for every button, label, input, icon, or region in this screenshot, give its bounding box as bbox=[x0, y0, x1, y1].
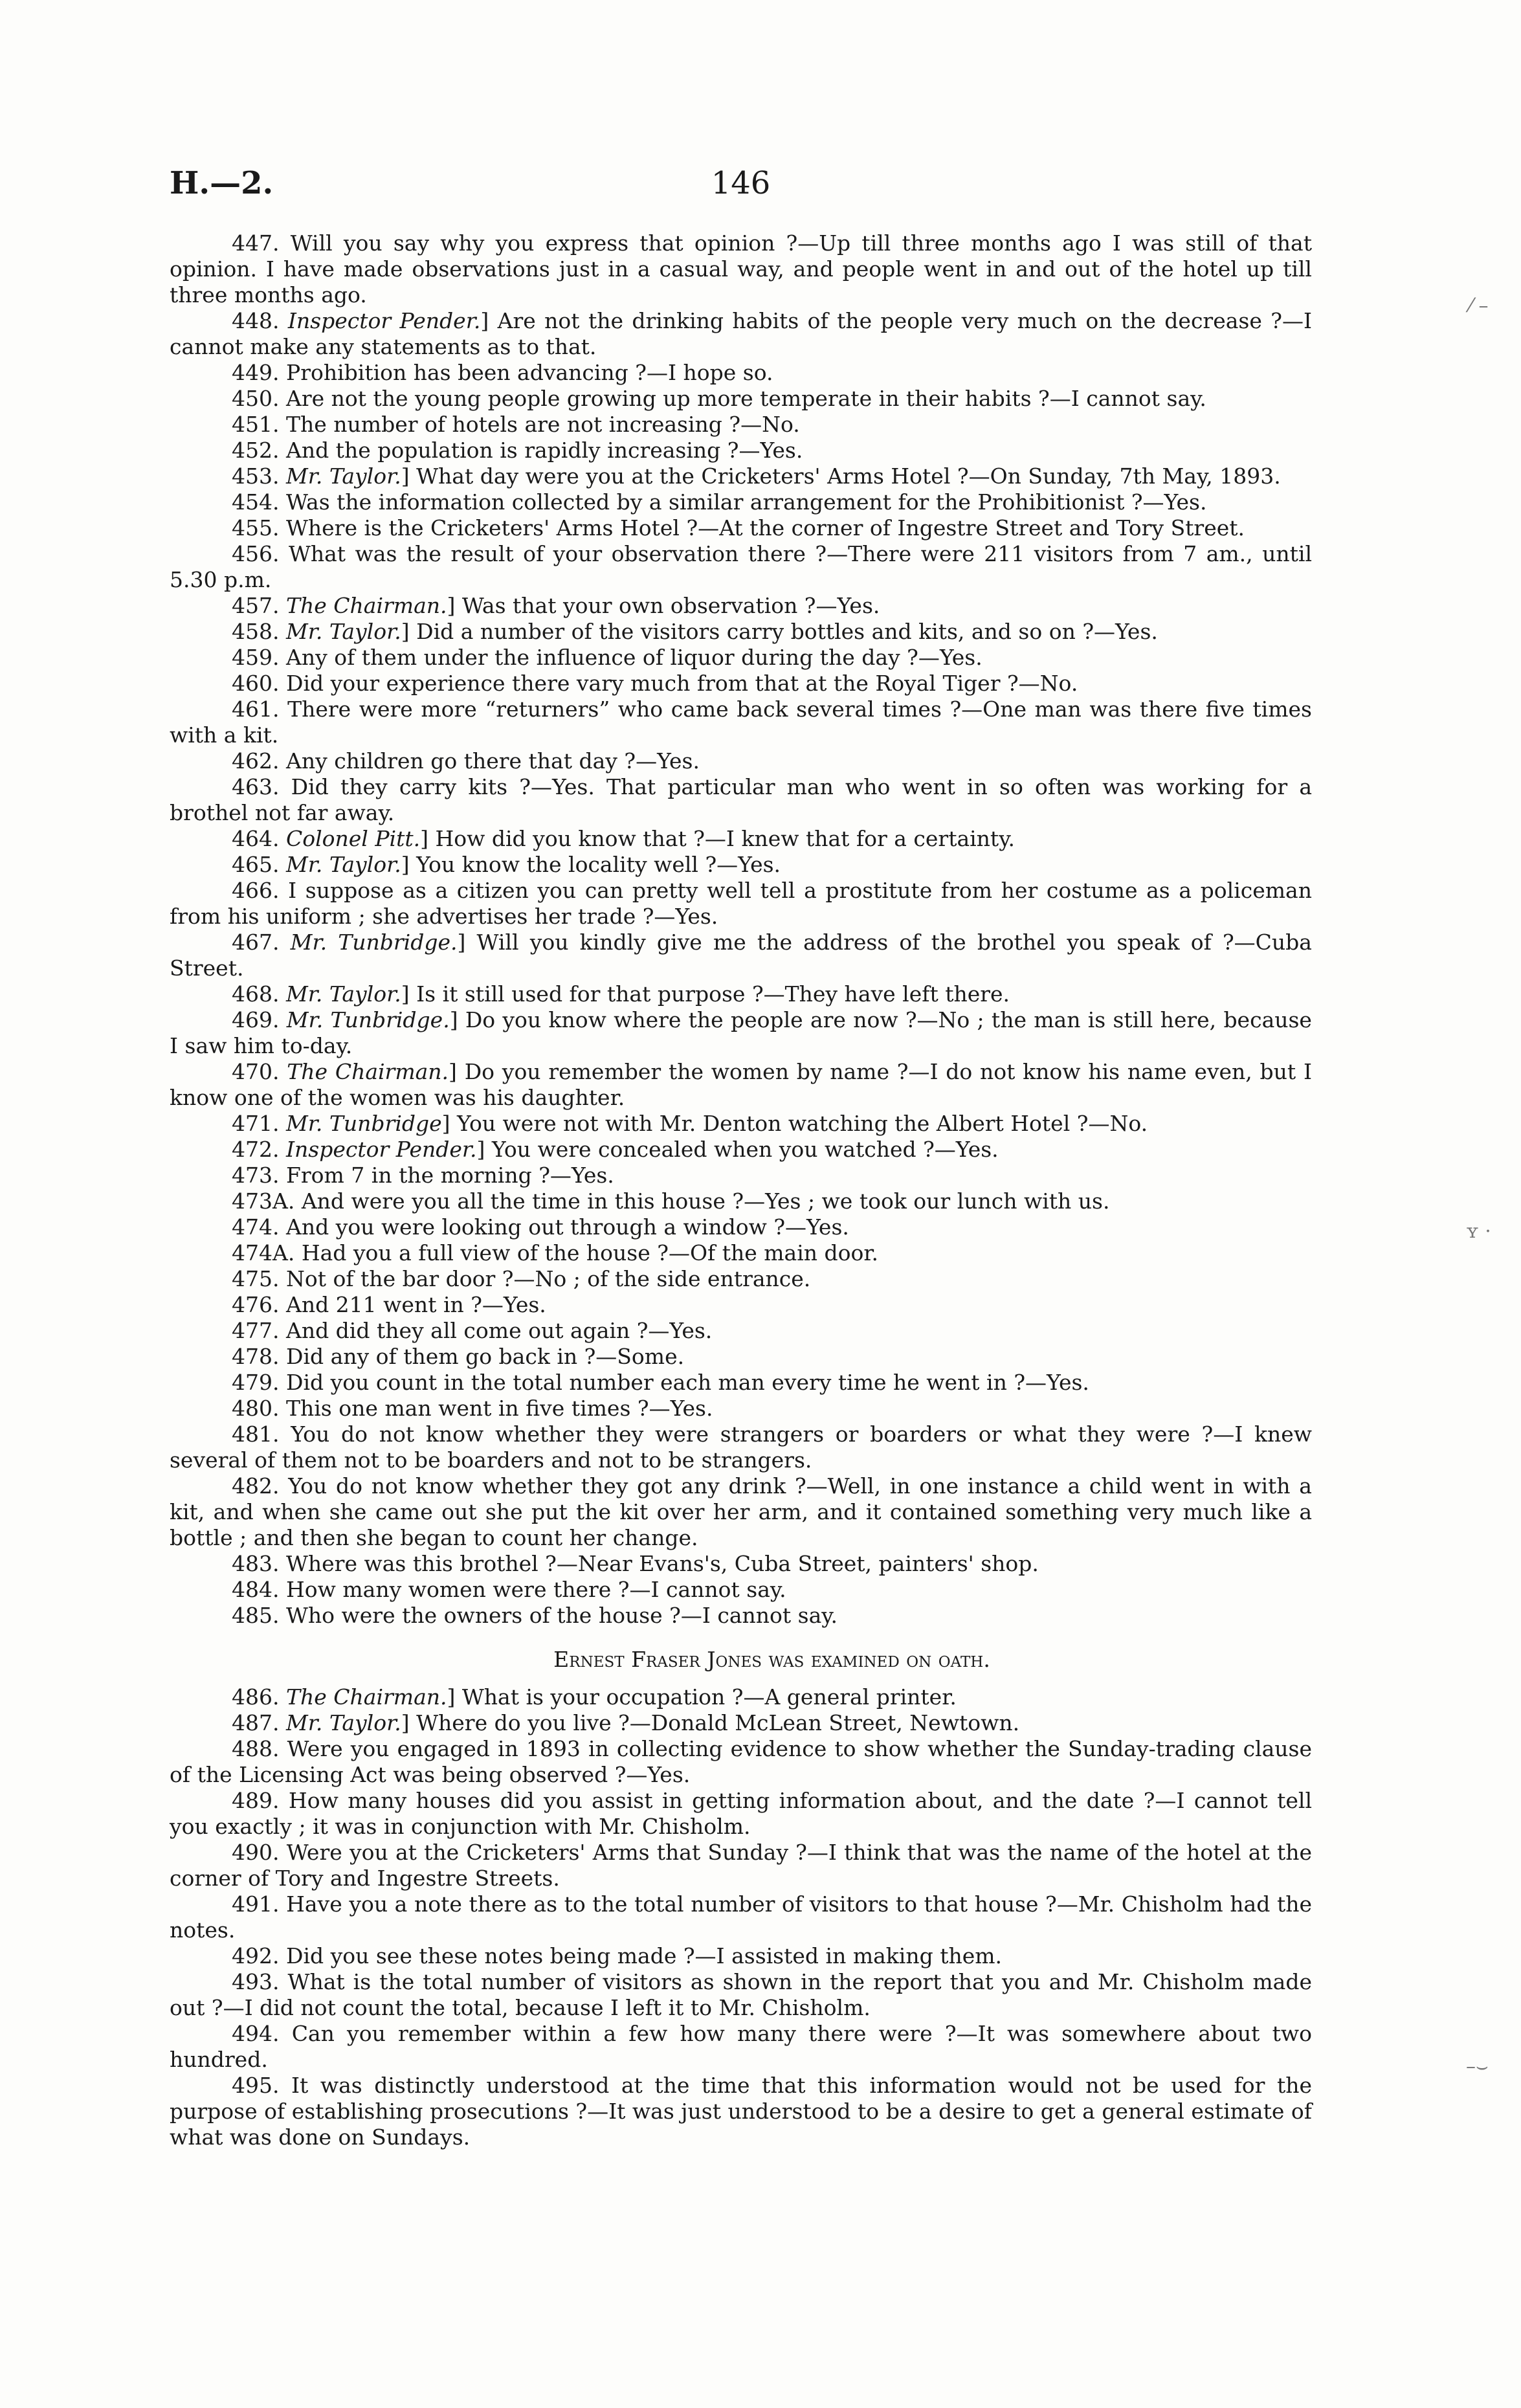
question-paragraph bbox=[170, 489, 1312, 515]
question-number: 459. bbox=[232, 645, 280, 670]
page-number: 146 bbox=[711, 165, 771, 201]
question-number: 494. bbox=[232, 2021, 280, 2046]
margin-mark: ⁄ – bbox=[1469, 295, 1489, 317]
question-number: 465. bbox=[232, 852, 280, 877]
speaker-name: The Chairman. bbox=[285, 1684, 447, 1710]
question-paragraph bbox=[170, 1240, 1312, 1266]
question-text: Had you a full view of the house ?—Of the main door. bbox=[301, 1240, 879, 1265]
question-number: 480. bbox=[232, 1396, 280, 1421]
question-paragraph: 472. Inspector Pender.] You were concealed when you watched ?—Yes. bbox=[232, 1137, 999, 1162]
question-text: I suppose as a citizen you can pretty well tell a prostitute from her costume as a policeman from his uniform ; she advertises her trade ?—Yes. bbox=[170, 878, 1312, 929]
question-number: 477. bbox=[232, 1318, 280, 1343]
question-number: 449. bbox=[232, 360, 280, 385]
question-paragraph: 464. Colonel Pitt.] How did you know that ?—I knew that for a certainty. bbox=[232, 826, 1015, 851]
question-text: Were you at the Cricketers' Arms that Sunday ?—I think that was the name of the hotel at the corner of Tory and Ingestre Streets. bbox=[170, 1840, 1312, 1891]
page-body bbox=[170, 230, 1312, 2150]
question-number: 473. bbox=[232, 1163, 280, 1188]
question-number: 457. bbox=[232, 593, 280, 618]
question-paragraph bbox=[170, 360, 1312, 386]
question-number: 463. bbox=[232, 774, 280, 799]
question-number: 451. bbox=[232, 412, 280, 437]
page-header bbox=[170, 165, 1312, 210]
question-number: 467. bbox=[232, 930, 280, 955]
speaker-name: Colonel Pitt. bbox=[285, 826, 421, 851]
question-text: Will you kindly give me the address of the brothel you speak of ?—Cuba Street. bbox=[170, 930, 1312, 981]
question-number: 454. bbox=[232, 489, 280, 515]
question-paragraph bbox=[170, 1840, 1312, 1891]
question-number: 482. bbox=[232, 1473, 280, 1499]
evidence-block-1 bbox=[170, 230, 1312, 1629]
question-text: Were you engaged in 1893 in collecting evidence to show whether the Sunday-trading clause of the Licensing Act was being observed ?—Yes. bbox=[170, 1736, 1312, 1787]
question-text: Did any of them go back in ?—Some. bbox=[285, 1344, 685, 1369]
question-text: Any children go there that day ?—Yes. bbox=[285, 748, 700, 774]
question-paragraph bbox=[170, 1214, 1312, 1240]
question-text: Prohibition has been advancing ?—I hope so. bbox=[285, 360, 773, 385]
question-paragraph bbox=[170, 515, 1312, 541]
question-paragraph bbox=[170, 386, 1312, 412]
question-number: 475. bbox=[232, 1266, 280, 1291]
question-paragraph bbox=[170, 1292, 1312, 1318]
question-text: Do you remember the women by name ?—I do not know his name even, but I know one of the women was his daughter. bbox=[170, 1059, 1312, 1110]
question-text: Did you count in the total number each man every time he went in ?—Yes. bbox=[285, 1370, 1089, 1395]
question-number: 476. bbox=[232, 1292, 280, 1317]
question-text: And 211 went in ?—Yes. bbox=[285, 1292, 546, 1317]
question-paragraph bbox=[170, 1473, 1312, 1551]
question-number: 481. bbox=[232, 1421, 280, 1447]
speaker-name: Mr. Tunbridge. bbox=[286, 1007, 450, 1032]
question-number: 479. bbox=[232, 1370, 280, 1395]
question-paragraph: 467. Mr. Tunbridge.] Will you kindly give me the address of the brothel you speak of ?—Cuba Street. bbox=[170, 930, 1312, 981]
question-text: You know the locality well ?—Yes. bbox=[416, 852, 781, 877]
question-paragraph bbox=[170, 1421, 1312, 1473]
question-paragraph bbox=[170, 1266, 1312, 1292]
speaker-name: The Chairman. bbox=[285, 593, 447, 618]
question-number: 448. bbox=[232, 308, 280, 333]
question-number: 447. bbox=[232, 230, 280, 256]
question-paragraph bbox=[170, 1736, 1312, 1788]
question-text: Are not the young people growing up more temperate in their habits ?—I cannot say. bbox=[285, 386, 1206, 411]
question-text: And were you all the time in this house ?—Yes ; we took our lunch with us. bbox=[301, 1188, 1110, 1214]
question-paragraph: 486. The Chairman.] What is your occupation ?—A general printer. bbox=[232, 1684, 957, 1710]
question-paragraph bbox=[170, 1370, 1312, 1396]
question-number: 484. bbox=[232, 1577, 280, 1602]
question-paragraph bbox=[170, 878, 1312, 930]
question-number: 470. bbox=[232, 1059, 280, 1084]
question-text: How did you know that ?—I knew that for a certainty. bbox=[435, 826, 1015, 851]
question-number: 461. bbox=[232, 697, 280, 722]
question-paragraph: 448. Inspector Pender.] Are not the drinking habits of the people very much on the decrease ?—I cannot make any statements as to that. bbox=[170, 308, 1312, 359]
speaker-name: Inspector Pender. bbox=[287, 308, 481, 333]
speaker-name: Mr. Taylor. bbox=[285, 463, 401, 489]
question-paragraph bbox=[170, 1344, 1312, 1370]
question-paragraph bbox=[170, 1891, 1312, 1943]
question-number: 489. bbox=[232, 1788, 280, 1813]
question-paragraph bbox=[170, 697, 1312, 748]
question-paragraph bbox=[170, 1551, 1312, 1577]
question-paragraph bbox=[170, 2073, 1312, 2150]
question-number: 452. bbox=[232, 438, 280, 463]
question-text: There were more “returners” who came back several times ?—One man was there five times with a kit. bbox=[170, 697, 1312, 748]
question-text: Did they carry kits ?—Yes. That particular man who went in so often was working for a brothel not far away. bbox=[170, 774, 1312, 825]
question-number: 464. bbox=[232, 826, 280, 851]
question-text: And the population is rapidly increasing ?—Yes. bbox=[285, 438, 803, 463]
question-text: Any of them under the influence of liquor during the day ?—Yes. bbox=[285, 645, 983, 670]
question-number: 473A. bbox=[232, 1188, 295, 1214]
question-text: How many women were there ?—I cannot say. bbox=[285, 1577, 786, 1602]
question-number: 468. bbox=[232, 981, 280, 1007]
question-text: What is the total number of visitors as shown in the report that you and Mr. Chisholm made out ?—I did not count the total, because I left it to Mr. Chisholm. bbox=[170, 1969, 1312, 2020]
question-paragraph: 469. Mr. Tunbridge.] Do you know where the people are now ?—No ; the man is still here, because I saw him to-day. bbox=[170, 1007, 1312, 1058]
question-number: 458. bbox=[232, 619, 280, 644]
question-number: 483. bbox=[232, 1551, 280, 1576]
question-paragraph bbox=[170, 438, 1312, 463]
question-paragraph: 465. Mr. Taylor.] You know the locality well ?—Yes. bbox=[232, 852, 781, 877]
question-paragraph bbox=[170, 1603, 1312, 1629]
question-number: 478. bbox=[232, 1344, 280, 1369]
question-number: 487. bbox=[232, 1710, 280, 1735]
question-text: Have you a note there as to the total number of visitors to that house ?—Mr. Chisholm had the notes. bbox=[170, 1891, 1313, 1943]
speaker-name: Inspector Pender. bbox=[285, 1137, 477, 1162]
question-text: Did a number of the visitors carry bottles and kits, and so on ?—Yes. bbox=[416, 619, 1158, 644]
question-text: You do not know whether they got any drink ?—Well, in one instance a child went in with a kit, and when she came out she put the kit over her arm, and it contained something very much like a bottle ; and then she began to count her change. bbox=[170, 1473, 1312, 1550]
question-number: 472. bbox=[232, 1137, 280, 1162]
question-text: Did you see these notes being made ?—I assisted in making them. bbox=[285, 1943, 1003, 1968]
question-paragraph: 453. Mr. Taylor.] What day were you at the Cricketers' Arms Hotel ?—On Sunday, 7th May, 1893. bbox=[232, 463, 1281, 489]
question-paragraph bbox=[170, 1577, 1312, 1603]
question-paragraph: 458. Mr. Taylor.] Did a number of the visitors carry bottles and kits, and so on ?—Yes. bbox=[232, 619, 1158, 644]
question-paragraph: 470. The Chairman.] Do you remember the women by name ?—I do not know his name even, but I know one of the women was his daughter. bbox=[170, 1059, 1312, 1110]
question-text: The number of hotels are not increasing ?—No. bbox=[285, 412, 800, 437]
margin-mark: ʏ · bbox=[1466, 1220, 1491, 1243]
question-paragraph: 471. Mr. Tunbridge] You were not with Mr. Denton watching the Albert Hotel ?—No. bbox=[232, 1111, 1148, 1136]
question-paragraph: 468. Mr. Taylor.] Is it still used for that purpose ?—They have left there. bbox=[232, 981, 1010, 1007]
margin-mark: –⌣ bbox=[1466, 2055, 1489, 2078]
question-number: 493. bbox=[232, 1969, 280, 1994]
question-number: 460. bbox=[232, 671, 280, 696]
question-number: 490. bbox=[232, 1840, 280, 1865]
question-number: 466. bbox=[232, 878, 280, 903]
question-text: Not of the bar door ?—No ; of the side entrance. bbox=[285, 1266, 811, 1291]
question-paragraph bbox=[170, 541, 1312, 593]
question-paragraph bbox=[170, 748, 1312, 774]
question-text: Was the information collected by a similar arrangement for the Prohibitionist ?—Yes. bbox=[285, 489, 1207, 515]
question-paragraph bbox=[170, 230, 1312, 308]
question-text: What is your occupation ?—A general printer. bbox=[461, 1684, 957, 1710]
question-text: You were not with Mr. Denton watching the Albert Hotel ?—No. bbox=[457, 1111, 1148, 1136]
question-text: From 7 in the morning ?—Yes. bbox=[285, 1163, 614, 1188]
question-number: 486. bbox=[232, 1684, 280, 1710]
speaker-name: Mr. Taylor. bbox=[285, 852, 401, 877]
question-number: 453. bbox=[232, 463, 280, 489]
question-text: Will you say why you express that opinion ?—Up till three months ago I was still of that opinion. I have made observations just in a casual way, and people went in and out of the hotel up till three months ago. bbox=[170, 230, 1312, 307]
question-number: 492. bbox=[232, 1943, 280, 1968]
question-text: Did your experience there vary much from that at the Royal Tiger ?—No. bbox=[285, 671, 1078, 696]
question-text: And you were looking out through a window ?—Yes. bbox=[285, 1214, 849, 1240]
question-paragraph bbox=[170, 1188, 1312, 1214]
question-number: 474A. bbox=[232, 1240, 295, 1265]
question-text: Can you remember within a few how many there were ?—It was somewhere about two hundred. bbox=[170, 2021, 1312, 2072]
question-text: Where do you live ?—Donald McLean Street, Newtown. bbox=[416, 1710, 1020, 1735]
question-text: How many houses did you assist in getting information about, and the date ?—I cannot tell you exactly ; it was in conjunction with Mr. Chisholm. bbox=[170, 1788, 1312, 1839]
question-paragraph: 457. The Chairman.] Was that your own observation ?—Yes. bbox=[232, 593, 880, 618]
question-paragraph: 487. Mr. Taylor.] Where do you live ?—Donald McLean Street, Newtown. bbox=[232, 1710, 1020, 1735]
question-text: Who were the owners of the house ?—I cannot say. bbox=[285, 1603, 838, 1628]
question-text: Is it still used for that purpose ?—They have left there. bbox=[416, 981, 1010, 1007]
question-number: 462. bbox=[232, 748, 280, 774]
question-paragraph bbox=[170, 1396, 1312, 1421]
question-number: 474. bbox=[232, 1214, 280, 1240]
question-paragraph bbox=[170, 1788, 1312, 1840]
question-paragraph bbox=[170, 412, 1312, 438]
speaker-name: Mr. Tunbridge bbox=[285, 1111, 442, 1136]
question-text: Was that your own observation ?—Yes. bbox=[461, 593, 880, 618]
speaker-name: Mr. Taylor. bbox=[285, 1710, 401, 1735]
document-reference: H.—2. bbox=[170, 165, 274, 201]
question-number: 491. bbox=[232, 1891, 280, 1917]
question-text: What was the result of your observation there ?—There were 211 visitors from 7 am., until 5.30 p.m. bbox=[170, 541, 1312, 592]
section-heading: Ernest Fraser Jones was examined on oath. bbox=[553, 1647, 990, 1672]
question-paragraph bbox=[170, 1318, 1312, 1344]
question-text: This one man went in five times ?—Yes. bbox=[285, 1396, 713, 1421]
question-text: Do you know where the people are now ?—No ; the man is still here, because I saw him to-day. bbox=[170, 1007, 1312, 1058]
question-text: Where was this brothel ?—Near Evans's, Cuba Street, painters' shop. bbox=[285, 1551, 1039, 1576]
question-text: You do not know whether they were strangers or boarders or what they were ?—I knew several of them not to be boarders and not to be strangers. bbox=[170, 1421, 1312, 1473]
speaker-name: Mr. Taylor. bbox=[285, 619, 401, 644]
question-text: It was distinctly understood at the time that this information would not be used for the purpose of establishing prosecutions ?—It was just understood to be a desire to get a general estimate of what was done on Sundays. bbox=[170, 2073, 1313, 2150]
question-paragraph bbox=[170, 2021, 1312, 2073]
question-number: 471. bbox=[232, 1111, 280, 1136]
question-text: You were concealed when you watched ?—Yes. bbox=[491, 1137, 999, 1162]
evidence-block-2 bbox=[170, 1684, 1312, 2150]
speaker-name: Mr. Tunbridge. bbox=[290, 930, 458, 955]
question-paragraph bbox=[170, 1969, 1312, 2021]
speaker-name: Mr. Taylor. bbox=[285, 981, 401, 1007]
question-number: 488. bbox=[232, 1736, 280, 1761]
question-paragraph bbox=[170, 1163, 1312, 1188]
question-number: 485. bbox=[232, 1603, 280, 1628]
question-number: 450. bbox=[232, 386, 280, 411]
question-number: 456. bbox=[232, 541, 280, 566]
question-paragraph bbox=[170, 1943, 1312, 1969]
question-text: Are not the drinking habits of the people very much on the decrease ?—I cannot make any statements as to that. bbox=[170, 308, 1312, 359]
question-text: Where is the Cricketers' Arms Hotel ?—At the corner of Ingestre Street and Tory Street. bbox=[285, 515, 1245, 541]
question-text: And did they all come out again ?—Yes. bbox=[285, 1318, 713, 1343]
speaker-name: The Chairman. bbox=[287, 1059, 449, 1084]
question-paragraph bbox=[170, 645, 1312, 671]
question-number: 455. bbox=[232, 515, 280, 541]
question-paragraph bbox=[170, 774, 1312, 826]
question-number: 495. bbox=[232, 2073, 280, 2098]
question-paragraph bbox=[170, 671, 1312, 697]
question-text: What day were you at the Cricketers' Arms Hotel ?—On Sunday, 7th May, 1893. bbox=[416, 463, 1281, 489]
question-number: 469. bbox=[232, 1007, 280, 1032]
